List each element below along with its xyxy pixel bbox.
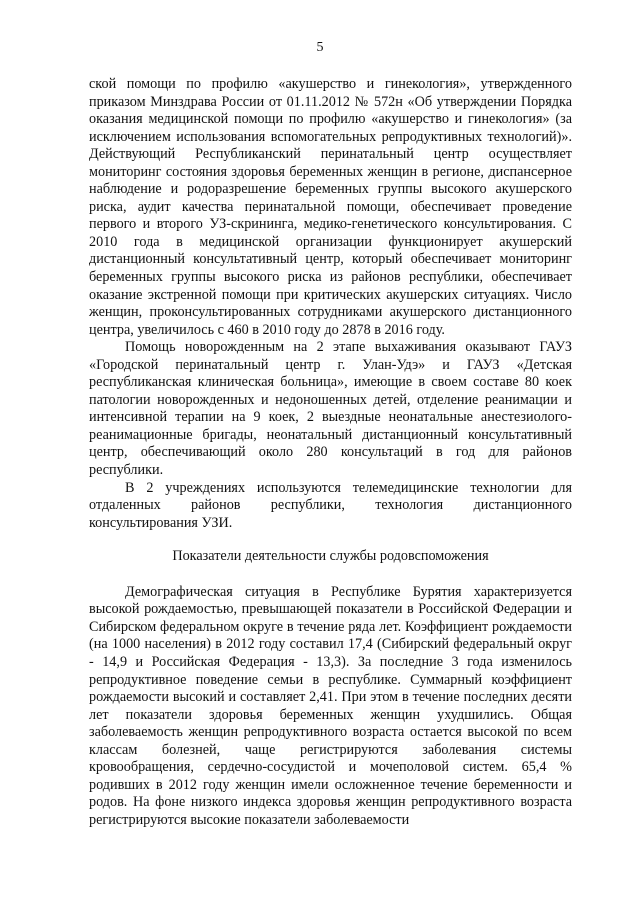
paragraph-newborn-care: Помощь новорожденным на 2 этапе выхаживания оказывают ГАУЗ «Городской перинатальный центр г. Улан-Удэ» и ГАУЗ «Детская республиканская клиническая больница», имеющие в своем составе 80 коек патологии новорожденных и недоношенных детей, отделение реанимации и интенсивной терапии на 9 коек, 2 выездные неонатальные анестезиолого-реанимационные бригады, неонатальный дистанционный консультативный центр, обеспечивающий около 280 консультаций в год для районов республики. bbox=[89, 339, 572, 479]
page-number: 5 bbox=[316, 40, 324, 55]
document-body bbox=[89, 76, 572, 829]
paragraph-demographics: Демографическая ситуация в Республике Бурятия характеризуется высокой рождаемостью, превышающей показатели в Российской Федерации и Сибирском федеральном округе в течение ряда лет. Коэффициент рождаемости (на 1000 населения) в 2012 году составил 17,4 (Сибирский федеральный округ - 14,9 и Российская Федерация - 13,3). За последние 3 года изменилось репродуктивное поведение семьи в республике. Суммарный коэффициент рождаемости высокий и составляет 2,41. При этом в течение последних десяти лет показатели здоровья беременных женщин ухудшились. Общая заболеваемость женщин репродуктивного возраста остается высокой по всем классам болезней, чаще регистрируются заболевания системы кровообращения, сердечно-сосудистой и мочеполовой систем. 65,4 % родивших в 2012 году женщин имели осложненное течение беременности и родов. На фоне низкого индекса здоровья женщин репродуктивного возраста регистрируются высокие показатели заболеваемости bbox=[89, 583, 572, 828]
paragraph-telemedicine: В 2 учреждениях используются телемедицинские технологии для отдаленных районов республики, технология дистанционного консультирования УЗИ. bbox=[89, 479, 572, 531]
paragraph-perinatal-center: ской помощи по профилю «акушерство и гинекология», утвержденного приказом Минздрава России от 01.11.2012 № 572н «Об утверждении Порядка оказания медицинской помощи по профилю «акушерство и гинекология» (за исключением использования вспомогательных репродуктивных технологий)». Действующий Республиканский перинатальный центр осуществляет мониторинг состояния здоровья беременных женщин в регионе, диспансерное наблюдение и родоразрешение беременных группы высокого акушерского риска, аудит качества перинатальной помощи, обеспечивает проведение первого и второго УЗ-скрининга, медико-генетического консультирования. С 2010 года в медицинской организации функционирует акушерский дистанционный консультативный центр, который обеспечивает мониторинг беременных группы высокого риска из районов республики, обеспечивает оказание экстренной помощи при критических акушерских ситуациях. Число женщин, проконсультированных сотрудниками акушерского дистанционного центра, увеличилось с 460 в 2010 году до 2878 в 2016 году. bbox=[89, 76, 572, 338]
section-heading: Показатели деятельности службы родовспоможения bbox=[172, 548, 489, 565]
